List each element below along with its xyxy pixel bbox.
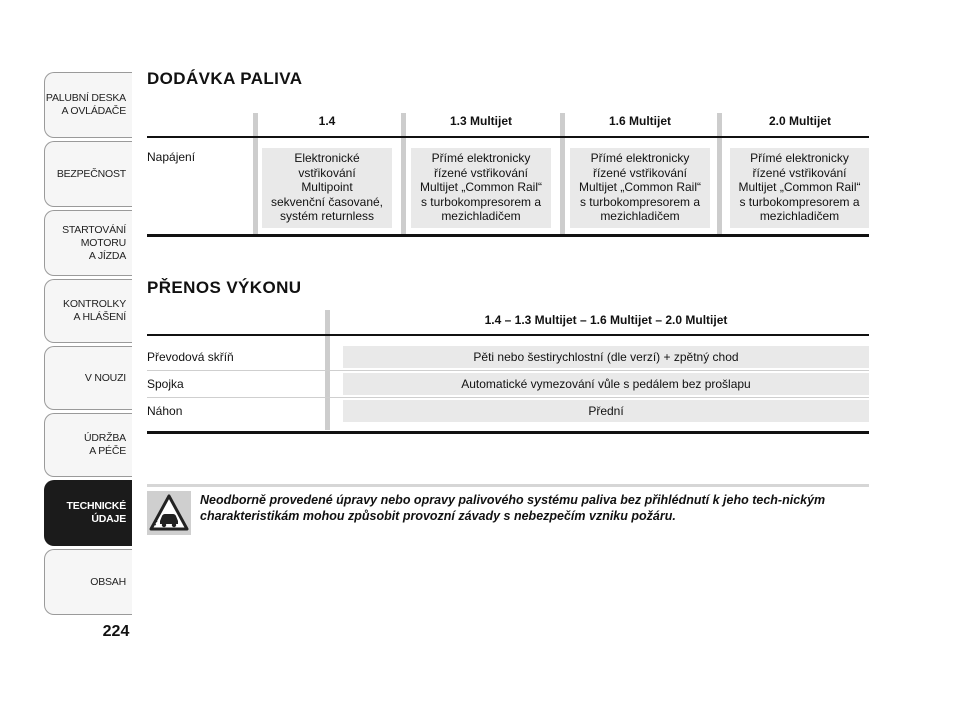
transmission-value-spojka: Automatické vymezování vůle s pedálem bez prošlapu [343, 373, 869, 395]
column-header-1-3-multijet: 1.3 Multijet [449, 114, 512, 128]
fuel-cell-1-4: Elektronické vstřikování Multipoint sekvenční časované, systém returnless [262, 148, 392, 228]
transmission-header: 1.4 – 1.3 Multijet – 1.6 Multijet – 2.0 Multijet [484, 313, 728, 327]
tab-palubni-deska[interactable]: PALUBNÍ DESKA A OVLÁDAČE [44, 72, 132, 138]
column-header-1-4: 1.4 [318, 114, 336, 128]
column-divider [401, 113, 406, 234]
column-header-1-6-multijet: 1.6 Multijet [608, 114, 671, 128]
row-separator [147, 370, 869, 371]
tab-udrzba[interactable]: ÚDRŽBA A PÉČE [44, 413, 132, 477]
fuel-cell-1-6-multijet: Přímé elektronicky řízené vstřikování Multijet „Common Rail“ s turbokompresorem a mezichladičem [570, 148, 710, 228]
table-rule [147, 234, 869, 237]
tab-kontrolky[interactable]: KONTROLKY A HLÁŠENÍ [44, 279, 132, 343]
table-rule [147, 334, 869, 336]
row-label-prevodova-skrin: Převodová skříň [147, 350, 234, 364]
warning-text: Neodborně provedené úpravy nebo opravy palivového systému paliva bez přihlédnutí k jeho tech-nickým charakteristikám mohou způsobit provozní závady s nebezpečím vzniku požáru. [200, 493, 826, 523]
tab-obsah[interactable]: OBSAH [44, 549, 132, 615]
transmission-value-nahon: Přední [343, 400, 869, 422]
row-separator [147, 397, 869, 398]
tab-technicke-udaje[interactable]: TECHNICKÉ ÚDAJE [44, 480, 132, 546]
transmission-section-title: PŘENOS VÝKONU [147, 278, 302, 297]
car-warning-triangle-icon [147, 491, 191, 535]
fuel-cell-2-0-multijet: Přímé elektronicky řízené vstřikování Multijet „Common Rail“ s turbokompresorem a mezichladičem [730, 148, 869, 228]
column-divider [253, 113, 258, 234]
column-header-2-0-multijet: 2.0 Multijet [768, 114, 831, 128]
row-label-napajeni: Napájení [147, 150, 196, 164]
tab-v-nouzi[interactable]: V NOUZI [44, 346, 132, 410]
row-label-spojka: Spojka [147, 377, 184, 391]
fuel-section-title: DODÁVKA PALIVA [147, 69, 303, 88]
table-rule [147, 431, 869, 434]
page-number: 224 [102, 623, 130, 640]
column-divider [560, 113, 565, 234]
warning-divider [147, 484, 869, 487]
fuel-cell-1-3-multijet: Přímé elektronicky řízené vstřikování Multijet „Common Rail“ s turbokompresorem a mezichladičem [411, 148, 551, 228]
table-rule [147, 136, 869, 138]
column-divider [717, 113, 722, 234]
tab-startovani[interactable]: STARTOVÁNÍ MOTORU A JÍZDA [44, 210, 132, 276]
row-label-nahon: Náhon [147, 404, 183, 418]
tab-bezpecnost[interactable]: BEZPEČNOST [44, 141, 132, 207]
transmission-value-prevodova-skrin: Pěti nebo šestirychlostní (dle verzí) + zpětný chod [343, 346, 869, 368]
